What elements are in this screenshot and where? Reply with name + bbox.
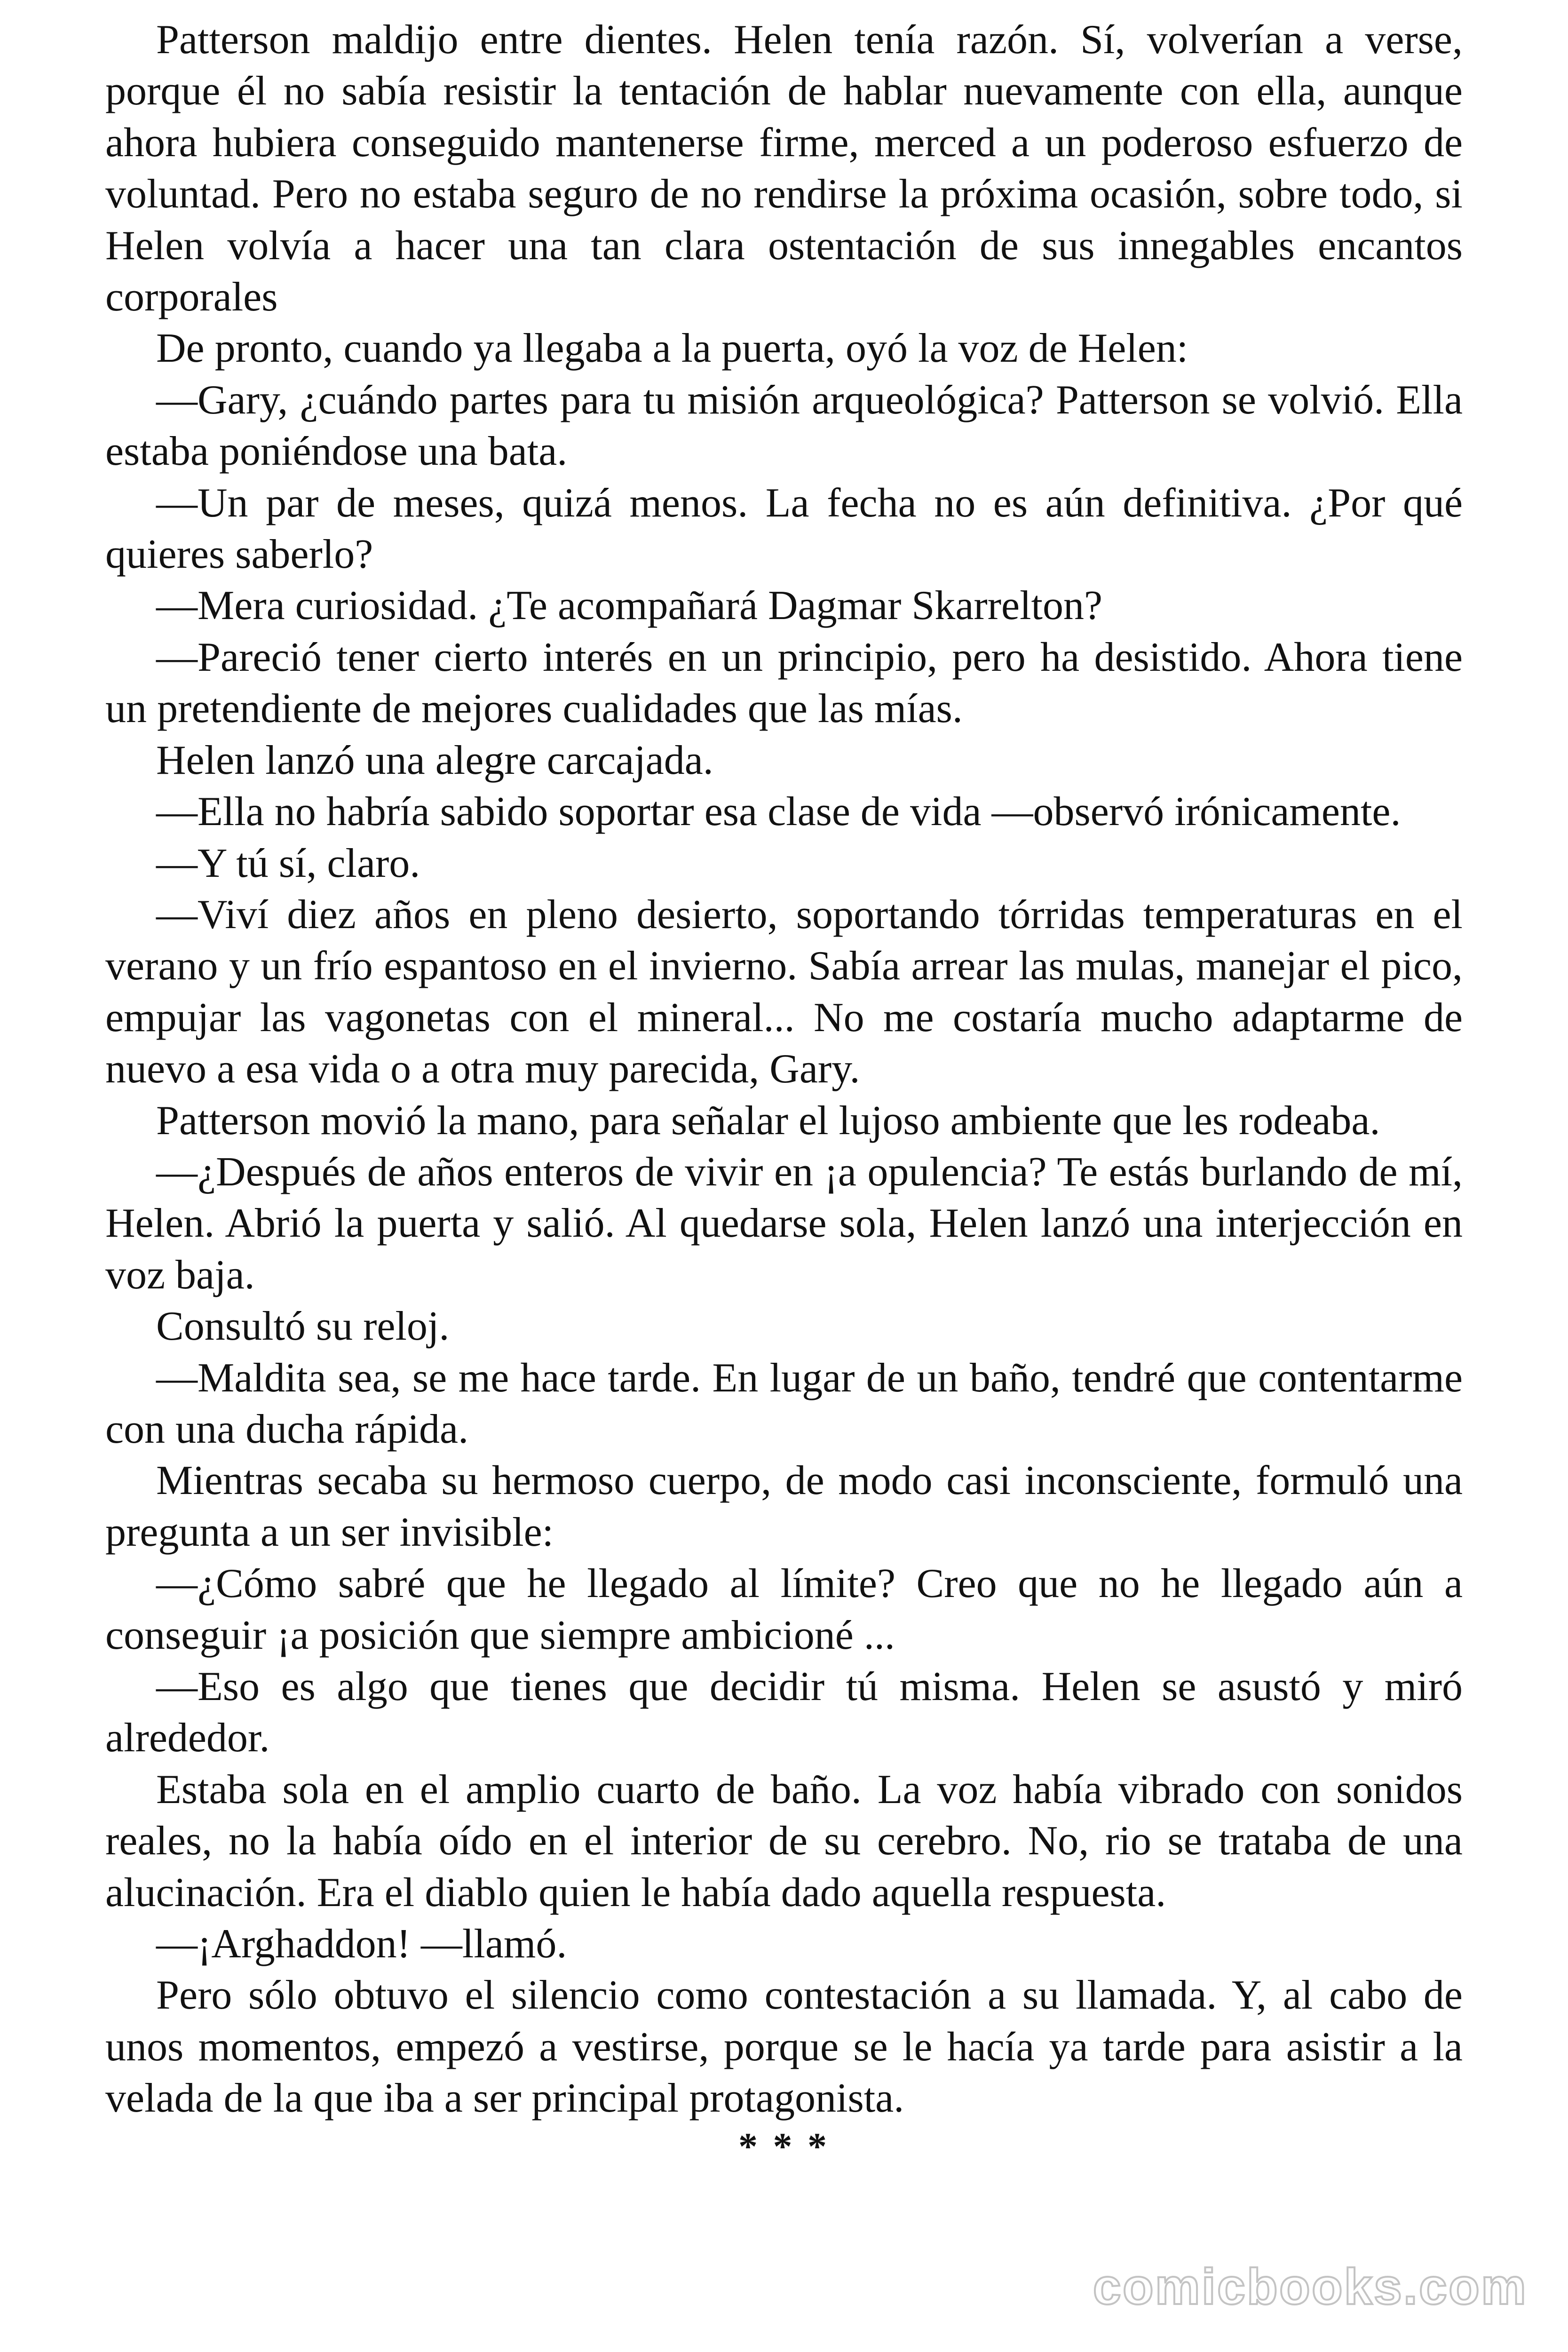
paragraph-2: De pronto, cuando ya llegaba a la puerta, oyó la voz de Helen: bbox=[156, 326, 1188, 372]
paragraph-11: Patterson movió la mano, para señalar el lujoso ambiente que les rodeaba. bbox=[156, 1097, 1380, 1144]
paragraph-15: Mientras secaba su hermoso cuerpo, de modo casi inconsciente, formuló una pregunta a un ser invisible: bbox=[105, 1458, 1463, 1555]
paragraph-19: —¡Arghaddon! —llamó. bbox=[156, 1921, 567, 1967]
paragraph-14: —Maldita sea, se me hace tarde. En lugar de un baño, tendré que contentarme con una ducha rápida. bbox=[105, 1355, 1463, 1452]
paragraph-18: Estaba sola en el amplio cuarto de baño. La voz había vibrado con sonidos reales, no la había oído en el interior de su cerebro. No, rio se trataba de una alucinación. Era el diablo quien le había dado aquella respuesta. bbox=[105, 1766, 1463, 1915]
paragraph-6: —Pareció tener cierto interés en un principio, pero ha desistido. Ahora tiene un pretendiente de mejores cualidades que las mías. bbox=[105, 634, 1463, 732]
paragraph-1: Patterson maldijo entre dientes. Helen tenía razón. Sí, volverían a verse, porque él no sabía resistir la tentación de hablar nuevamente con ella, aunque ahora hubiera conseguido mantenerse firme, merced a un poderoso esfuerzo de voluntad. Pero no estaba seguro de no rendirse la próxima ocasión, sobre todo, si Helen volvía a hacer una tan clara ostentación de sus innegables encantos corporales bbox=[105, 17, 1463, 320]
page-body bbox=[105, 14, 1463, 2124]
section-separator: * * * bbox=[738, 2125, 830, 2168]
paragraph-20: Pero sólo obtuvo el silencio como contestación a su llamada. Y, al cabo de unos momentos, empezó a vestirse, porque se le hacía ya tarde para asistir a la velada de la que iba a ser principal protagonista. bbox=[105, 1972, 1463, 2122]
paragraph-17: —Eso es algo que tienes que decidir tú misma. Helen se asustó y miró alrededor. bbox=[105, 1664, 1463, 1761]
paragraph-8: —Ella no habría sabido soportar esa clase de vida —observó irónicamente. bbox=[156, 789, 1401, 835]
paragraph-12: —¿Después de años enteros de vivir en ¡a opulencia? Te estás burlando de mí, Helen. Abrió la puerta y salió. Al quedarse sola, Helen lanzó una interjección en voz baja. bbox=[105, 1149, 1463, 1298]
paragraph-10: —Viví diez años en pleno desierto, soportando tórridas temperaturas en el verano y un frío espantoso en el invierno. Sabía arrear las mulas, manejar el pico, empujar las vagonetas con el mineral... No me costaría mucho adaptarme de nuevo a esa vida o a otra muy parecida, Gary. bbox=[105, 891, 1463, 1092]
paragraph-7: Helen lanzó una alegre carcajada. bbox=[156, 737, 713, 783]
paragraph-3: —Gary, ¿cuándo partes para tu misión arqueológica? Patterson se volvió. Ella estaba poniéndose una bata. bbox=[105, 377, 1463, 475]
paragraph-16: —¿Cómo sabré que he llegado al límite? Creo que no he llegado aún a conseguir ¡a posición que siempre ambicioné ... bbox=[105, 1561, 1463, 1658]
paragraph-5: —Mera curiosidad. ¿Te acompañará Dagmar Skarrelton? bbox=[156, 583, 1103, 629]
paragraph-13: Consultó su reloj. bbox=[156, 1303, 450, 1350]
paragraph-4: —Un par de meses, quizá menos. La fecha no es aún definitiva. ¿Por qué quieres saberlo? bbox=[105, 480, 1463, 578]
watermark-logo: comicbooks.com bbox=[1093, 2258, 1528, 2315]
paragraph-9: —Y tú sí, claro. bbox=[156, 840, 420, 886]
